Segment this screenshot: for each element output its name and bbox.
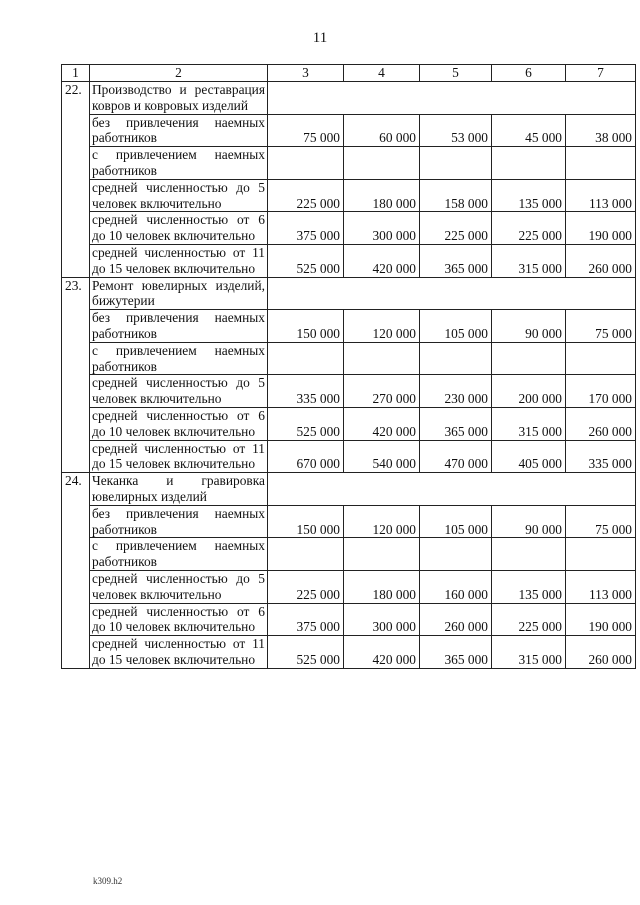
row-label: средней численностью от 6 до 10 человек включительно	[90, 407, 268, 440]
value-cell	[268, 147, 344, 180]
section-title-row	[62, 277, 636, 310]
section-number: 23.	[62, 277, 90, 473]
value-cell: 135 000	[492, 179, 566, 212]
document-code: k309.h2	[93, 876, 123, 886]
value-cell: 405 000	[492, 440, 566, 473]
value-cell: 260 000	[566, 244, 636, 277]
value-cell: 315 000	[492, 407, 566, 440]
value-cell: 225 000	[420, 212, 492, 245]
value-cell	[344, 342, 420, 375]
value-cell	[344, 538, 420, 571]
row-label: средней численностью от 6 до 10 человек включительно	[90, 603, 268, 636]
value-cell: 190 000	[566, 603, 636, 636]
value-cell	[492, 538, 566, 571]
row-label: средней численностью от 11 до 15 человек включительно	[90, 636, 268, 669]
row-label: с привлечением наемных работников	[90, 342, 268, 375]
value-cell: 375 000	[268, 603, 344, 636]
value-cell: 420 000	[344, 407, 420, 440]
section-number: 24.	[62, 473, 90, 669]
section-title-row	[62, 473, 636, 506]
value-cell: 540 000	[344, 440, 420, 473]
value-cell: 105 000	[420, 505, 492, 538]
value-cell: 525 000	[268, 244, 344, 277]
value-cell: 75 000	[566, 310, 636, 343]
section-title-blank	[268, 277, 636, 310]
value-cell	[344, 147, 420, 180]
header-cell: 1	[62, 65, 90, 82]
value-cell: 120 000	[344, 505, 420, 538]
value-cell: 135 000	[492, 570, 566, 603]
value-cell	[420, 538, 492, 571]
row-label: средней численностью от 11 до 15 человек включительно	[90, 440, 268, 473]
value-cell	[492, 147, 566, 180]
header-cell: 3	[268, 65, 344, 82]
section-title-blank	[268, 82, 636, 115]
value-cell: 170 000	[566, 375, 636, 408]
row-label: средней численностью от 11 до 15 человек включительно	[90, 244, 268, 277]
value-cell	[566, 147, 636, 180]
value-cell: 260 000	[566, 636, 636, 669]
value-cell: 335 000	[566, 440, 636, 473]
value-cell: 420 000	[344, 244, 420, 277]
value-cell: 75 000	[566, 505, 636, 538]
row-label: средней численностью до 5 человек включительно	[90, 375, 268, 408]
value-cell: 120 000	[344, 310, 420, 343]
value-cell	[566, 342, 636, 375]
value-cell: 270 000	[344, 375, 420, 408]
value-cell: 150 000	[268, 310, 344, 343]
section-title: Чеканка и гравировка ювелирных изделий	[90, 473, 268, 506]
section-number: 22.	[62, 82, 90, 278]
page-number: 11	[312, 30, 328, 46]
table-row	[62, 570, 636, 603]
value-cell: 113 000	[566, 570, 636, 603]
value-cell: 225 000	[268, 570, 344, 603]
row-label: без привлечения наемных работников	[90, 310, 268, 343]
value-cell: 200 000	[492, 375, 566, 408]
table-row	[62, 505, 636, 538]
row-label: средней численностью до 5 человек включительно	[90, 179, 268, 212]
header-cell: 5	[420, 65, 492, 82]
value-cell: 45 000	[492, 114, 566, 147]
value-cell: 75 000	[268, 114, 344, 147]
row-label: с привлечением наемных работников	[90, 147, 268, 180]
value-cell: 160 000	[420, 570, 492, 603]
value-cell: 260 000	[420, 603, 492, 636]
section-title: Ремонт ювелирных изделий, бижутерии	[90, 277, 268, 310]
value-cell: 225 000	[492, 212, 566, 245]
value-cell: 180 000	[344, 179, 420, 212]
value-cell	[420, 342, 492, 375]
section-title-row	[62, 82, 636, 115]
row-label: средней численностью до 5 человек включительно	[90, 570, 268, 603]
value-cell: 53 000	[420, 114, 492, 147]
table-row	[62, 603, 636, 636]
value-cell: 315 000	[492, 636, 566, 669]
tariff-table	[61, 64, 636, 669]
table-row	[62, 310, 636, 343]
value-cell: 525 000	[268, 636, 344, 669]
header-cell: 2	[90, 65, 268, 82]
value-cell: 300 000	[344, 603, 420, 636]
header-cell: 6	[492, 65, 566, 82]
table-row	[62, 114, 636, 147]
value-cell: 315 000	[492, 244, 566, 277]
value-cell: 38 000	[566, 114, 636, 147]
header-row	[62, 65, 636, 82]
row-label: без привлечения наемных работников	[90, 505, 268, 538]
value-cell: 90 000	[492, 505, 566, 538]
table-row	[62, 440, 636, 473]
value-cell: 525 000	[268, 407, 344, 440]
value-cell: 470 000	[420, 440, 492, 473]
value-cell: 300 000	[344, 212, 420, 245]
value-cell: 150 000	[268, 505, 344, 538]
value-cell	[492, 342, 566, 375]
value-cell: 225 000	[268, 179, 344, 212]
value-cell	[420, 147, 492, 180]
table-row	[62, 179, 636, 212]
value-cell: 230 000	[420, 375, 492, 408]
value-cell: 365 000	[420, 636, 492, 669]
value-cell: 260 000	[566, 407, 636, 440]
row-label: средней численностью от 6 до 10 человек включительно	[90, 212, 268, 245]
value-cell: 335 000	[268, 375, 344, 408]
value-cell: 90 000	[492, 310, 566, 343]
table-row	[62, 375, 636, 408]
value-cell: 105 000	[420, 310, 492, 343]
value-cell	[268, 538, 344, 571]
table-row	[62, 538, 636, 571]
table-row	[62, 147, 636, 180]
value-cell: 158 000	[420, 179, 492, 212]
table-row	[62, 636, 636, 669]
table-row	[62, 407, 636, 440]
value-cell	[268, 342, 344, 375]
table-row	[62, 342, 636, 375]
section-title-blank	[268, 473, 636, 506]
table-row	[62, 244, 636, 277]
value-cell: 365 000	[420, 244, 492, 277]
header-cell: 7	[566, 65, 636, 82]
value-cell: 365 000	[420, 407, 492, 440]
row-label: без привлечения наемных работников	[90, 114, 268, 147]
value-cell: 420 000	[344, 636, 420, 669]
value-cell: 670 000	[268, 440, 344, 473]
table-row	[62, 212, 636, 245]
header-cell: 4	[344, 65, 420, 82]
value-cell: 190 000	[566, 212, 636, 245]
section-title: Производство и реставрация ковров и ковровых изделий	[90, 82, 268, 115]
value-cell	[566, 538, 636, 571]
value-cell: 113 000	[566, 179, 636, 212]
row-label: с привлечением наемных работников	[90, 538, 268, 571]
value-cell: 180 000	[344, 570, 420, 603]
value-cell: 375 000	[268, 212, 344, 245]
value-cell: 60 000	[344, 114, 420, 147]
value-cell: 225 000	[492, 603, 566, 636]
